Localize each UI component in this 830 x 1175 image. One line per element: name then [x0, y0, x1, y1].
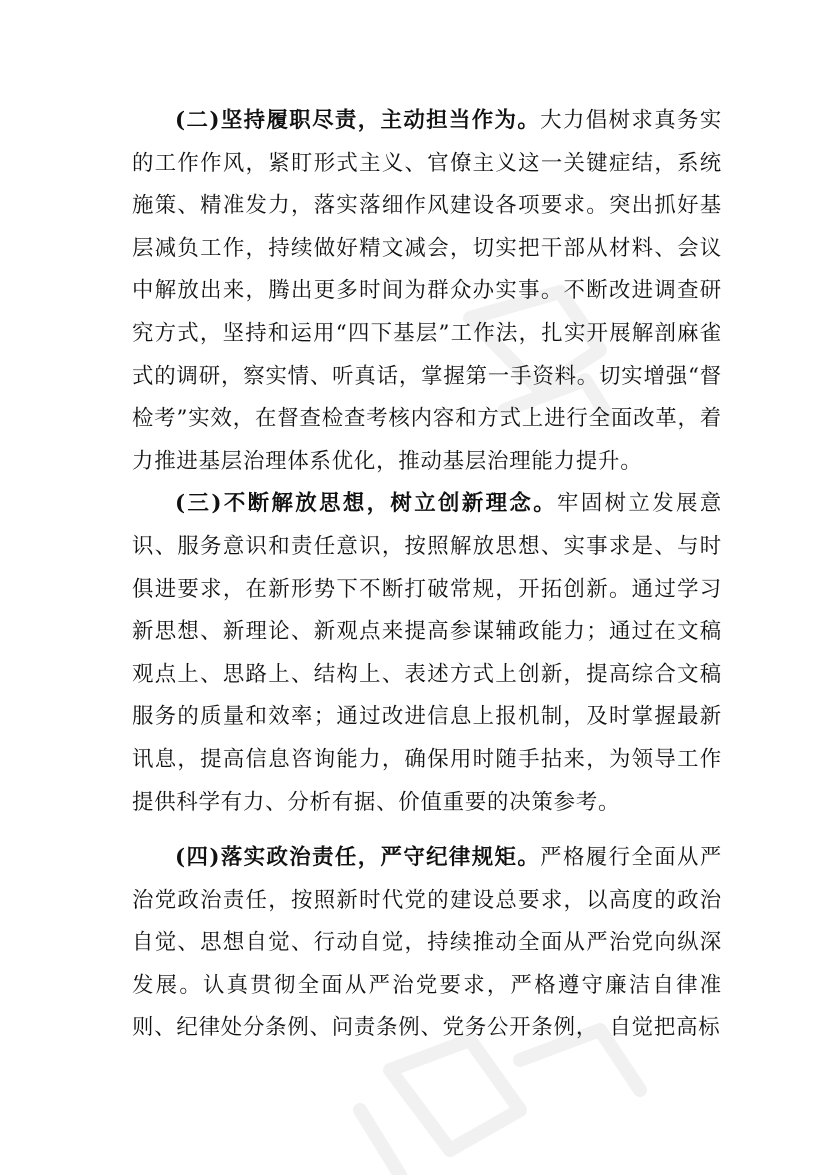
section-body: 严格履行全面从严治党政治责任，按照新时代党的建设总要求，以高度的政治自觉、思想自觉、行动自觉，持续推动全面从严治党向纵深发展。认真贯彻全面从严治党要求，严格遵守廉洁自律准则、纪律处分条例、问责条例、党务公开条例， 自觉把高标: [132, 845, 723, 1041]
section-paragraph: [132, 100, 722, 483]
section-paragraph: [132, 837, 722, 1050]
section-body: 大力倡树求真务实的工作作风，紧盯形式主义、官僚主义这一关键症结，系统施策、精准发力，落实落细作风建设各项要求。突出抓好基层减负工作，持续做好精文减会，切实把干部从材料、会议中解放出来，腾出更多时间为群众办实事。不断改进调查研究方式，坚持和运用“四下基层”工作法，扎实开展解剖麻雀式的调研，察实情、听真话，掌握第一手资料。切实增强“督检考”实效，在督查检查考核内容和方式上进行全面改革，着力推进基层治理体系优化，推动基层治理能力提升。: [132, 108, 723, 474]
document-body: [132, 100, 722, 1050]
section-heading: (三)不断解放思想，树立创新理念。: [175, 491, 558, 517]
section-body: 牢固树立发展意识、服务意识和责任意识，按照解放思想、实事求是、与时俱进要求，在新形势下不断打破常规，开拓创新。通过学习新思想、新理论、新观点来提高参谋辅政能力；通过在文稿观点上、思路上、结构上、表述方式上创新，提高综合文稿服务的质量和效率；通过改进信息上报机制，及时掌握最新讯息，提高信息咨询能力，确保用时随手拈来，为领导工作提供科学有力、分析有据、价值重要的决策参考。: [132, 491, 722, 815]
section-heading: (二)坚持履职尽责，主动担当作为。: [175, 108, 541, 133]
section-heading: (四)落实政治责任，严守纪律规矩。: [175, 845, 541, 871]
section-paragraph: [132, 483, 722, 824]
